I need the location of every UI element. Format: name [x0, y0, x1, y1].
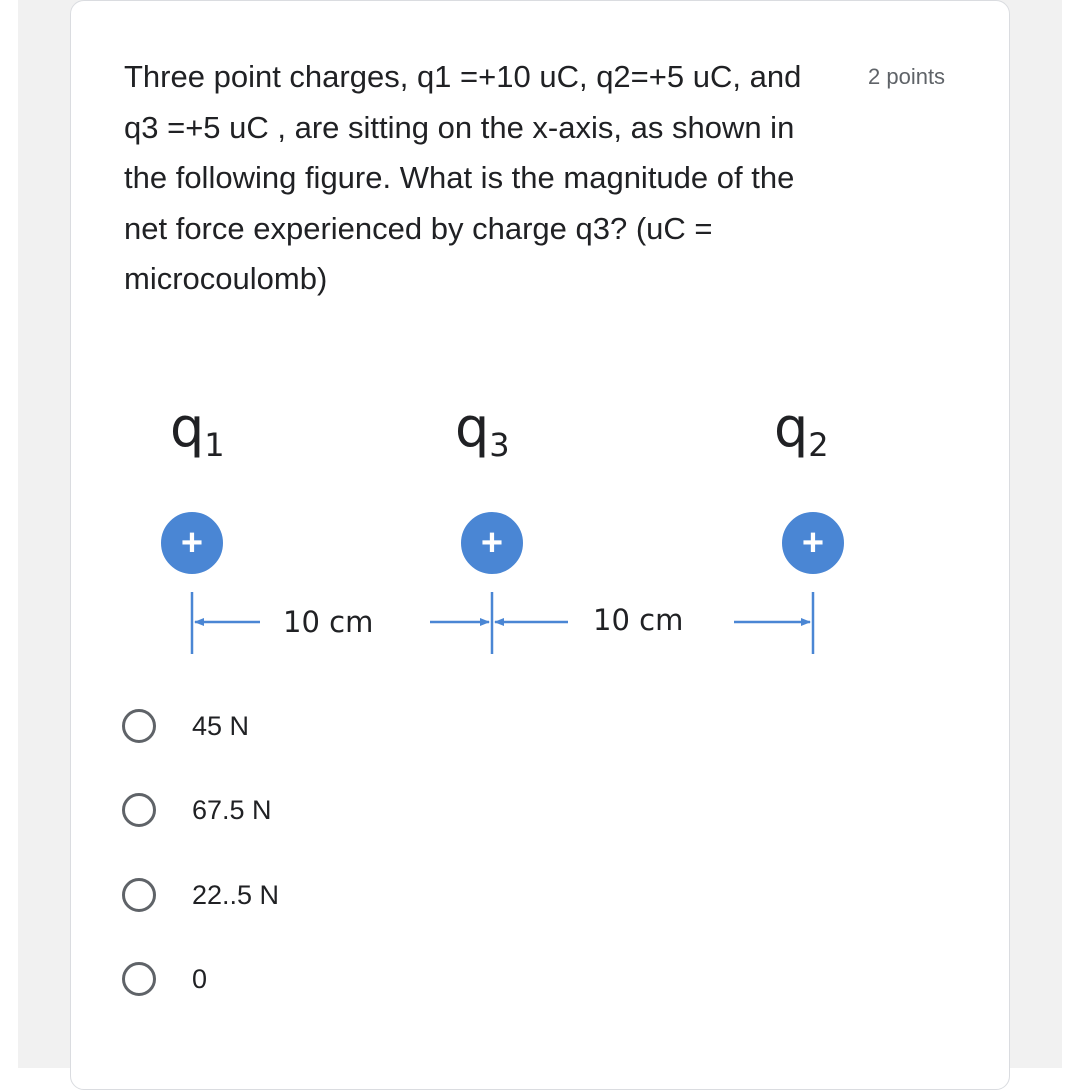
q2-label: q2: [774, 396, 829, 464]
distance-label-1: 10 cm: [283, 605, 374, 639]
radio-button[interactable]: [122, 793, 156, 827]
option-label: 22..5 N: [192, 879, 280, 910]
svg-text:+: +: [180, 522, 204, 564]
q1-label: q1: [170, 396, 225, 464]
distance-label-2: 10 cm: [593, 603, 684, 637]
option-label: 0: [192, 963, 208, 994]
points-badge: 2 points: [868, 64, 946, 89]
option-45n[interactable]: [122, 704, 249, 748]
option-22-5n[interactable]: [122, 873, 279, 917]
option-zero[interactable]: [122, 957, 207, 1001]
svg-text:+: +: [801, 522, 825, 564]
option-67-5n[interactable]: [122, 788, 272, 832]
q1-charge-icon: [159, 510, 225, 576]
q3-label: q3: [455, 396, 510, 464]
svg-text:+: +: [480, 522, 504, 564]
charge-figure: [150, 396, 870, 670]
question-text: Three point charges, q1 =+10 uC, q2=+5 uC, and q3 =+5 uC , are sitting on the x-axis, as shown in the following figure. What is the magnitude of the net force experienced by charge q3? (uC = microcoulomb): [124, 59, 802, 296]
radio-button[interactable]: [122, 962, 156, 996]
q3-charge-icon: [459, 510, 525, 576]
option-label: 45 N: [192, 710, 250, 741]
option-label: 67.5 N: [192, 794, 272, 825]
q2-charge-icon: [780, 510, 846, 576]
radio-button[interactable]: [122, 709, 156, 743]
radio-button[interactable]: [122, 878, 156, 912]
charge-diagram: [150, 396, 870, 670]
